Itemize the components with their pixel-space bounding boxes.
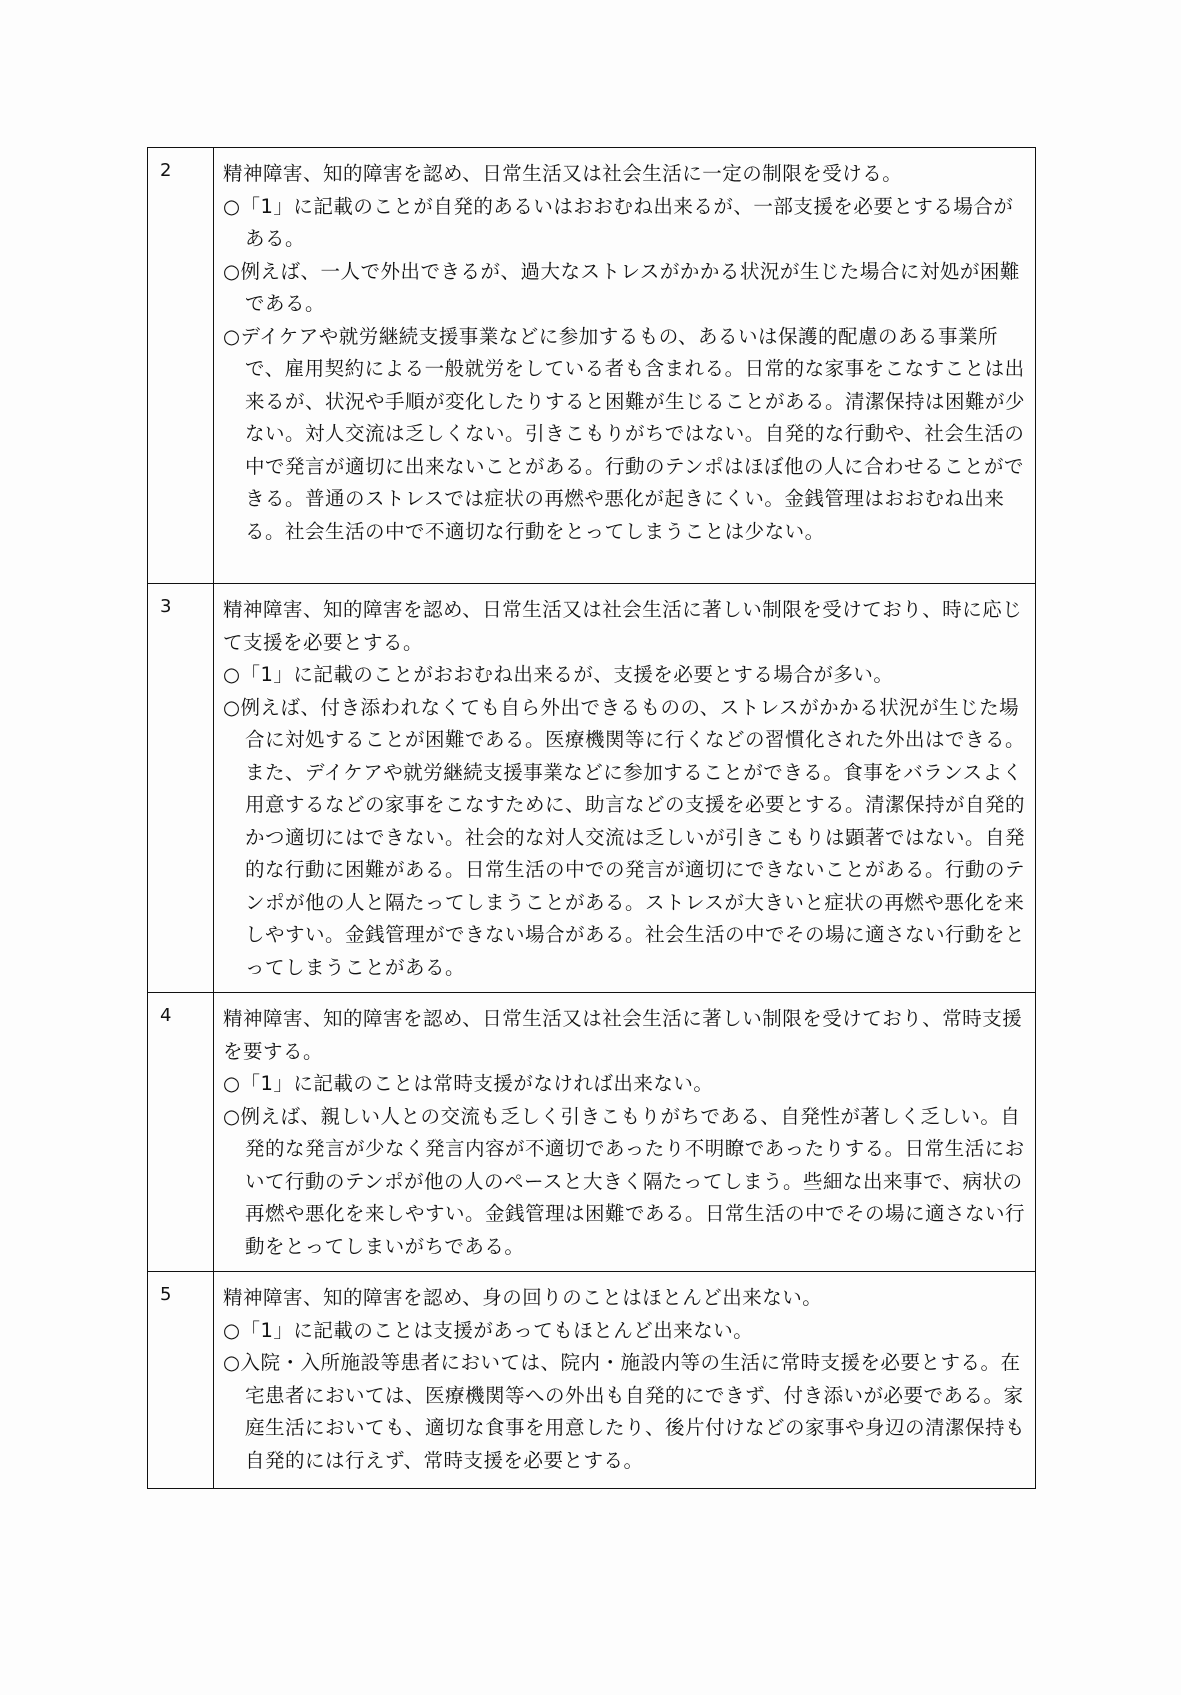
grade-item: ○「1」に記載のことがおおむね出来るが、支援を必要とする場合が多い。 bbox=[223, 663, 894, 686]
grade-item: ○入院・入所施設等患者においては、院内・施設内等の生活に常時支援を必要とする。在宅患者においては、医療機関等への外出も自発的にできず、付き添いが必要である。家庭生活においても、適切な食事を用意したり、後片付けなどの家事や身辺の清潔保持も自発的には行えず、常時支援を必要とする。 bbox=[223, 1351, 1026, 1472]
grade-item: ○「1」に記載のことは支援があってもほとんど出来ない。 bbox=[223, 1318, 754, 1342]
table-row-grade-3 bbox=[148, 584, 1036, 993]
grade-summary: 精神障害、知的障害を認め、日常生活又は社会生活に著しい制限を受けており、時に応じて支援を必要とする。 bbox=[223, 598, 1023, 654]
grade-description bbox=[214, 584, 1036, 993]
grade-item: ○「1」に記載のことは常時支援がなければ出来ない。 bbox=[223, 1072, 714, 1095]
disability-grade-table bbox=[147, 147, 1036, 1489]
table-row-grade-5 bbox=[148, 1272, 1036, 1489]
grade-description bbox=[214, 1272, 1036, 1489]
grade-summary: 精神障害、知的障害を認め、日常生活又は社会生活に著しい制限を受けており、常時支援を要する。 bbox=[223, 1007, 1023, 1063]
grade-item: ○例えば、一人で外出できるが、過大なストレスがかかる状況が生じた場合に対処が困難である。 bbox=[223, 259, 1020, 315]
grade-number: 5 bbox=[148, 1272, 214, 1489]
grade-item: ○例えば、付き添われなくても自ら外出できるものの、ストレスがかかる状況が生じた場合に対処することが困難である。医療機関等に行くなどの習慣化された外出はできる。また、デイケアや就労継続支援事業などに参加することができる。食事をバランスよく用意するなどの家事をこなすために、助言などの支援を必要とする。清潔保持が自発的かつ適切にはできない。社会的な対人交流は乏しいが引きこもりは顕著ではない。自発的な行動に困難がある。日常生活の中での発言が適切にできないことがある。行動のテンポが他の人と隔たってしまうことがある。ストレスが大きいと症状の再燃や悪化を来しやすい。金銭管理ができない場合がある。社会生活の中でその場に適さない行動をとってしまうことがある。 bbox=[223, 695, 1026, 979]
grade-item: ○「1」に記載のことが自発的あるいはおおむね出来るが、一部支援を必要とする場合がある。 bbox=[223, 194, 1014, 250]
table-row-grade-4 bbox=[148, 993, 1036, 1272]
grade-summary: 精神障害、知的障害を認め、日常生活又は社会生活に一定の制限を受ける。 bbox=[223, 162, 903, 185]
grade-number: 4 bbox=[148, 993, 214, 1272]
grade-number: 3 bbox=[148, 584, 214, 993]
grade-item: ○デイケアや就労継続支援事業などに参加するもの、あるいは保護的配慮のある事業所で、雇用契約による一般就労をしている者も含まれる。日常的な家事をこなすことは出来るが、状況や手順が変化したりすると困難が生じることがある。清潔保持は困難が少ない。対人交流は乏しくない。引きこもりがちではない。自発的な行動や、社会生活の中で発言が適切に出来ないことがある。行動のテンポはほぼ他の人に合わせることができる。普通のストレスでは症状の再燃や悪化が起きにくい。金銭管理はおおむね出来る。社会生活の中で不適切な行動をとってしまうことは少ない。 bbox=[223, 324, 1026, 543]
table-row-grade-2 bbox=[148, 148, 1036, 584]
grade-item: ○例えば、親しい人との交流も乏しく引きこもりがちである、自発性が著しく乏しい。自発的な発言が少なく発言内容が不適切であったり不明瞭であったりする。日常生活において行動のテンポが他の人のペースと大きく隔たってしまう。些細な出来事で、病状の再燃や悪化を来しやすい。金銭管理は困難である。日常生活の中でその場に適さない行動をとってしまいがちである。 bbox=[223, 1104, 1026, 1258]
grade-description bbox=[214, 993, 1036, 1272]
grade-number: 2 bbox=[148, 148, 214, 584]
grade-summary: 精神障害、知的障害を認め、身の回りのことはほとんど出来ない。 bbox=[223, 1286, 823, 1309]
grade-description bbox=[214, 148, 1036, 584]
